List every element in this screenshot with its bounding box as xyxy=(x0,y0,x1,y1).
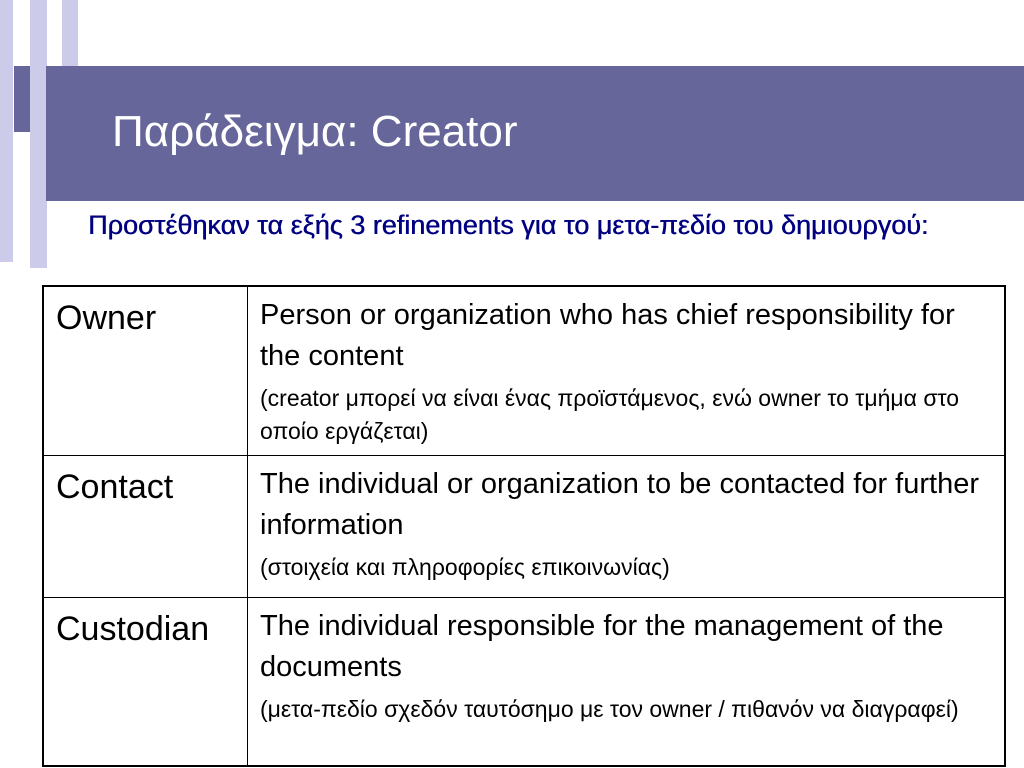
decorative-bar-dark-2 xyxy=(46,66,62,201)
definition-text: The individual responsible for the management of the documents xyxy=(260,610,944,683)
table-row xyxy=(43,598,1005,766)
table-row xyxy=(43,456,1005,598)
term-cell: Contact xyxy=(43,456,248,598)
decorative-bar-light-1 xyxy=(0,0,13,262)
definition-text: The individual or organization to be contacted for further information xyxy=(260,468,979,541)
definition-cell xyxy=(248,456,1006,598)
table-row xyxy=(43,286,1005,456)
definition-note: (creator μπορεί να είναι ένας προϊστάμενος, ενώ owner το τμήμα στο οποίο εργάζεται) xyxy=(260,385,960,444)
definition-text: Person or organization who has chief responsibility for the content xyxy=(260,299,955,372)
slide-subtitle: Προστέθηκαν τα εξής 3 refinements για το μετα-πεδίο του δημιουργού: xyxy=(88,210,929,240)
decorative-bar-dark-1 xyxy=(14,66,30,132)
term-cell: Owner xyxy=(43,286,248,456)
slide-title: Παράδειγμα: Creator xyxy=(112,107,518,156)
refinements-table xyxy=(42,285,1006,767)
term-cell: Custodian xyxy=(43,598,248,766)
definition-note: (στοιχεία και πληροφορίες επικοινωνίας) xyxy=(260,554,670,580)
definition-cell xyxy=(248,286,1006,456)
decorative-bar-light-3 xyxy=(62,0,78,66)
decorative-bar-light-2 xyxy=(30,0,47,268)
definition-note: (μετα-πεδίο σχεδόν ταυτόσημο με τον owner / πιθανόν να διαγραφεί) xyxy=(260,696,959,722)
definition-cell xyxy=(248,598,1006,766)
